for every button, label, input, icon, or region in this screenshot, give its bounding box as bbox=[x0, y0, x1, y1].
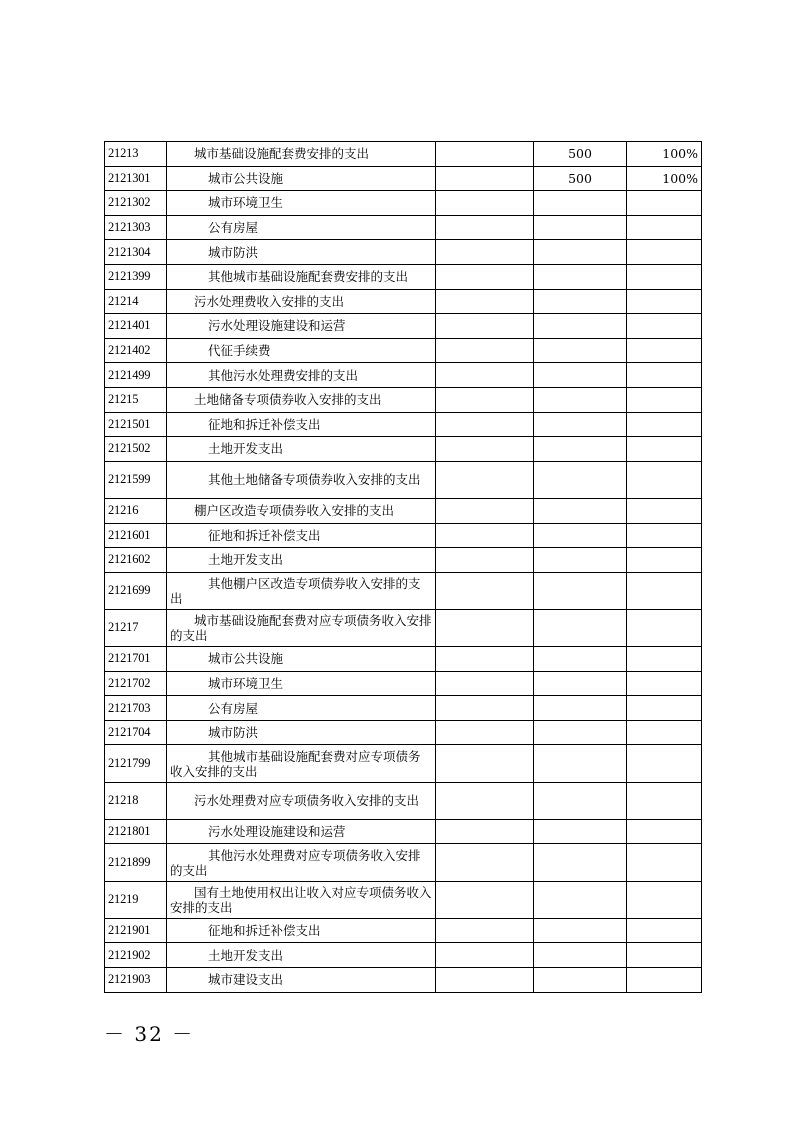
percent-cell bbox=[627, 782, 702, 819]
table-row bbox=[105, 671, 702, 696]
amount-cell bbox=[534, 363, 627, 388]
subject-code-cell: 2121499 bbox=[105, 363, 167, 388]
subject-code-cell: 2121303 bbox=[105, 215, 167, 240]
subject-code-cell: 2121399 bbox=[105, 264, 167, 289]
percent-cell bbox=[627, 191, 702, 216]
amount-cell bbox=[534, 498, 627, 523]
subject-name-cell bbox=[167, 548, 436, 573]
subject-code-cell: 2121799 bbox=[105, 745, 167, 782]
subject-code-cell: 21217 bbox=[105, 609, 167, 646]
subject-code-cell: 2121902 bbox=[105, 943, 167, 968]
percent-cell bbox=[627, 363, 702, 388]
subject-name-cell bbox=[167, 696, 436, 721]
blank-cell bbox=[436, 819, 534, 844]
percent-cell bbox=[627, 943, 702, 968]
blank-cell bbox=[436, 215, 534, 240]
amount-cell bbox=[534, 548, 627, 573]
subject-name-cell bbox=[167, 363, 436, 388]
subject-name-cell bbox=[167, 720, 436, 745]
subject-code-cell: 2121703 bbox=[105, 696, 167, 721]
subject-name-cell bbox=[167, 142, 436, 167]
amount-cell bbox=[534, 461, 627, 498]
subject-code-cell: 21213 bbox=[105, 142, 167, 167]
subject-name-cell bbox=[167, 461, 436, 498]
subject-name-cell bbox=[167, 240, 436, 265]
subject-name-text: 征地和拆迁补偿支出 bbox=[208, 416, 321, 432]
percent-cell bbox=[627, 881, 702, 918]
amount-cell bbox=[534, 696, 627, 721]
subject-name-cell bbox=[167, 437, 436, 462]
subject-name-text: 污水处理设施建设和运营 bbox=[208, 824, 346, 840]
subject-name-text: 城市公共设施 bbox=[208, 170, 284, 186]
table-body bbox=[105, 142, 702, 993]
blank-cell bbox=[436, 548, 534, 573]
blank-cell bbox=[436, 572, 534, 609]
table-row bbox=[105, 572, 702, 609]
blank-cell bbox=[436, 844, 534, 881]
percent-cell bbox=[627, 289, 702, 314]
amount-cell bbox=[534, 844, 627, 881]
amount-cell bbox=[534, 881, 627, 918]
percent-cell bbox=[627, 745, 702, 782]
subject-code-cell: 2121704 bbox=[105, 720, 167, 745]
amount-cell bbox=[534, 264, 627, 289]
table-row bbox=[105, 191, 702, 216]
budget-expenditure-table bbox=[104, 141, 702, 993]
subject-name-text: 城市防洪 bbox=[208, 244, 259, 260]
amount-cell bbox=[534, 647, 627, 672]
table-row bbox=[105, 609, 702, 646]
subject-name-cell bbox=[167, 881, 436, 918]
amount-cell bbox=[534, 523, 627, 548]
table-row bbox=[105, 461, 702, 498]
subject-name-text: 其他城市基础设施配套费对应专项债务收入安排的支出 bbox=[170, 748, 421, 779]
blank-cell bbox=[436, 498, 534, 523]
table-row bbox=[105, 142, 702, 167]
amount-cell bbox=[534, 437, 627, 462]
blank-cell bbox=[436, 943, 534, 968]
subject-name-text: 其他棚户区改造专项债券收入安排的支出 bbox=[170, 575, 421, 606]
subject-code-cell: 21214 bbox=[105, 289, 167, 314]
subject-code-cell: 21216 bbox=[105, 498, 167, 523]
subject-name-cell bbox=[167, 943, 436, 968]
table-row bbox=[105, 548, 702, 573]
subject-code-cell: 2121699 bbox=[105, 572, 167, 609]
blank-cell bbox=[436, 191, 534, 216]
subject-name-text: 其他污水处理费对应专项债务收入安排的支出 bbox=[170, 847, 421, 878]
percent-cell bbox=[627, 498, 702, 523]
amount-cell bbox=[534, 338, 627, 363]
blank-cell bbox=[436, 609, 534, 646]
amount-cell: 500 bbox=[534, 142, 627, 167]
subject-code-cell: 2121599 bbox=[105, 461, 167, 498]
subject-name-cell bbox=[167, 967, 436, 992]
percent-cell bbox=[627, 461, 702, 498]
blank-cell bbox=[436, 696, 534, 721]
percent-cell bbox=[627, 314, 702, 339]
subject-name-text: 污水处理费对应专项债务收入安排的支出 bbox=[194, 793, 420, 809]
subject-name-cell bbox=[167, 918, 436, 943]
subject-code-cell: 2121304 bbox=[105, 240, 167, 265]
table-row bbox=[105, 338, 702, 363]
subject-name-cell bbox=[167, 572, 436, 609]
table-row bbox=[105, 240, 702, 265]
subject-name-text: 国有土地使用权出让收入对应专项债务收入安排的支出 bbox=[170, 884, 432, 915]
amount-cell bbox=[534, 745, 627, 782]
table-row bbox=[105, 166, 702, 191]
table-row bbox=[105, 264, 702, 289]
table-row bbox=[105, 437, 702, 462]
percent-cell bbox=[627, 671, 702, 696]
amount-cell bbox=[534, 289, 627, 314]
table-row bbox=[105, 918, 702, 943]
subject-name-cell bbox=[167, 264, 436, 289]
subject-name-text: 征地和拆迁补偿支出 bbox=[208, 527, 321, 543]
percent-cell bbox=[627, 609, 702, 646]
amount-cell bbox=[534, 943, 627, 968]
table-row bbox=[105, 782, 702, 819]
percent-cell: 100% bbox=[627, 166, 702, 191]
blank-cell bbox=[436, 918, 534, 943]
page-number: － 32 － bbox=[104, 1022, 195, 1046]
table-row bbox=[105, 523, 702, 548]
subject-name-text: 污水处理设施建设和运营 bbox=[208, 318, 346, 334]
blank-cell bbox=[436, 437, 534, 462]
subject-name-cell bbox=[167, 166, 436, 191]
subject-code-cell: 21215 bbox=[105, 387, 167, 412]
subject-name-text: 公有房屋 bbox=[208, 700, 259, 716]
table-row bbox=[105, 412, 702, 437]
subject-code-cell: 2121301 bbox=[105, 166, 167, 191]
amount-cell: 500 bbox=[534, 166, 627, 191]
table-row bbox=[105, 289, 702, 314]
subject-code-cell: 21219 bbox=[105, 881, 167, 918]
subject-name-text: 土地储备专项债券收入安排的支出 bbox=[194, 392, 382, 408]
subject-name-cell bbox=[167, 338, 436, 363]
percent-cell bbox=[627, 819, 702, 844]
subject-name-text: 棚户区改造专项债券收入安排的支出 bbox=[194, 503, 395, 519]
blank-cell bbox=[436, 720, 534, 745]
subject-name-cell bbox=[167, 412, 436, 437]
subject-code-cell: 2121501 bbox=[105, 412, 167, 437]
percent-cell bbox=[627, 696, 702, 721]
percent-cell bbox=[627, 338, 702, 363]
subject-name-text: 城市环境卫生 bbox=[208, 195, 284, 211]
subject-name-cell bbox=[167, 215, 436, 240]
subject-name-text: 土地开发支出 bbox=[208, 552, 284, 568]
subject-name-text: 土地开发支出 bbox=[208, 441, 284, 457]
subject-name-cell bbox=[167, 498, 436, 523]
subject-code-cell: 2121602 bbox=[105, 548, 167, 573]
blank-cell bbox=[436, 461, 534, 498]
subject-code-cell: 21218 bbox=[105, 782, 167, 819]
blank-cell bbox=[436, 782, 534, 819]
table-row bbox=[105, 647, 702, 672]
subject-name-cell bbox=[167, 745, 436, 782]
blank-cell bbox=[436, 523, 534, 548]
blank-cell bbox=[436, 166, 534, 191]
subject-code-cell: 2121801 bbox=[105, 819, 167, 844]
table-row bbox=[105, 881, 702, 918]
amount-cell bbox=[534, 819, 627, 844]
subject-name-text: 其他土地储备专项债券收入安排的支出 bbox=[208, 472, 421, 488]
subject-name-text: 其他污水处理费安排的支出 bbox=[208, 367, 359, 383]
percent-cell bbox=[627, 240, 702, 265]
percent-cell bbox=[627, 264, 702, 289]
table-row bbox=[105, 720, 702, 745]
table-row bbox=[105, 696, 702, 721]
table-row bbox=[105, 745, 702, 782]
subject-name-text: 城市基础设施配套费对应专项债务收入安排的支出 bbox=[170, 612, 432, 643]
percent-cell bbox=[627, 548, 702, 573]
amount-cell bbox=[534, 240, 627, 265]
amount-cell bbox=[534, 314, 627, 339]
subject-code-cell: 2121402 bbox=[105, 338, 167, 363]
subject-name-text: 城市公共设施 bbox=[208, 651, 284, 667]
subject-name-cell bbox=[167, 191, 436, 216]
blank-cell bbox=[436, 142, 534, 167]
subject-name-text: 土地开发支出 bbox=[208, 947, 284, 963]
blank-cell bbox=[436, 881, 534, 918]
subject-name-text: 城市基础设施配套费安排的支出 bbox=[194, 146, 370, 162]
table-row bbox=[105, 819, 702, 844]
blank-cell bbox=[436, 314, 534, 339]
amount-cell bbox=[534, 782, 627, 819]
amount-cell bbox=[534, 918, 627, 943]
blank-cell bbox=[436, 967, 534, 992]
blank-cell bbox=[436, 387, 534, 412]
amount-cell bbox=[534, 387, 627, 412]
percent-cell bbox=[627, 437, 702, 462]
subject-name-text: 征地和拆迁补偿支出 bbox=[208, 923, 321, 939]
blank-cell bbox=[436, 412, 534, 437]
blank-cell bbox=[436, 671, 534, 696]
table-row bbox=[105, 215, 702, 240]
subject-code-cell: 2121901 bbox=[105, 918, 167, 943]
subject-code-cell: 2121702 bbox=[105, 671, 167, 696]
table-row bbox=[105, 314, 702, 339]
subject-code-cell: 2121899 bbox=[105, 844, 167, 881]
table-row bbox=[105, 387, 702, 412]
subject-name-cell bbox=[167, 289, 436, 314]
table-row bbox=[105, 967, 702, 992]
subject-code-cell: 2121601 bbox=[105, 523, 167, 548]
percent-cell bbox=[627, 412, 702, 437]
percent-cell bbox=[627, 387, 702, 412]
amount-cell bbox=[534, 720, 627, 745]
percent-cell bbox=[627, 572, 702, 609]
amount-cell bbox=[534, 967, 627, 992]
subject-name-text: 城市环境卫生 bbox=[208, 675, 284, 691]
subject-name-cell bbox=[167, 523, 436, 548]
subject-name-text: 公有房屋 bbox=[208, 220, 259, 236]
subject-name-text: 污水处理费收入安排的支出 bbox=[194, 293, 345, 309]
amount-cell bbox=[534, 191, 627, 216]
blank-cell bbox=[436, 745, 534, 782]
amount-cell bbox=[534, 215, 627, 240]
blank-cell bbox=[436, 338, 534, 363]
subject-code-cell: 2121401 bbox=[105, 314, 167, 339]
subject-name-text: 城市防洪 bbox=[208, 725, 259, 741]
subject-name-cell bbox=[167, 314, 436, 339]
percent-cell: 100% bbox=[627, 142, 702, 167]
percent-cell bbox=[627, 918, 702, 943]
percent-cell bbox=[627, 844, 702, 881]
blank-cell bbox=[436, 289, 534, 314]
blank-cell bbox=[436, 264, 534, 289]
amount-cell bbox=[534, 671, 627, 696]
subject-name-cell bbox=[167, 844, 436, 881]
subject-name-cell bbox=[167, 647, 436, 672]
subject-name-cell bbox=[167, 387, 436, 412]
subject-name-text: 代征手续费 bbox=[208, 343, 271, 359]
subject-code-cell: 2121903 bbox=[105, 967, 167, 992]
blank-cell bbox=[436, 363, 534, 388]
percent-cell bbox=[627, 720, 702, 745]
percent-cell bbox=[627, 647, 702, 672]
percent-cell bbox=[627, 523, 702, 548]
subject-code-cell: 2121502 bbox=[105, 437, 167, 462]
blank-cell bbox=[436, 240, 534, 265]
amount-cell bbox=[534, 412, 627, 437]
subject-code-cell: 2121302 bbox=[105, 191, 167, 216]
subject-name-cell bbox=[167, 819, 436, 844]
subject-name-cell bbox=[167, 609, 436, 646]
table-row bbox=[105, 844, 702, 881]
percent-cell bbox=[627, 215, 702, 240]
table-row bbox=[105, 943, 702, 968]
amount-cell bbox=[534, 609, 627, 646]
subject-name-cell bbox=[167, 782, 436, 819]
table-row bbox=[105, 363, 702, 388]
percent-cell bbox=[627, 967, 702, 992]
subject-name-text: 其他城市基础设施配套费安排的支出 bbox=[208, 269, 409, 285]
subject-code-cell: 2121701 bbox=[105, 647, 167, 672]
amount-cell bbox=[534, 572, 627, 609]
subject-name-cell bbox=[167, 671, 436, 696]
table-row bbox=[105, 498, 702, 523]
blank-cell bbox=[436, 647, 534, 672]
subject-name-text: 城市建设支出 bbox=[208, 972, 284, 988]
